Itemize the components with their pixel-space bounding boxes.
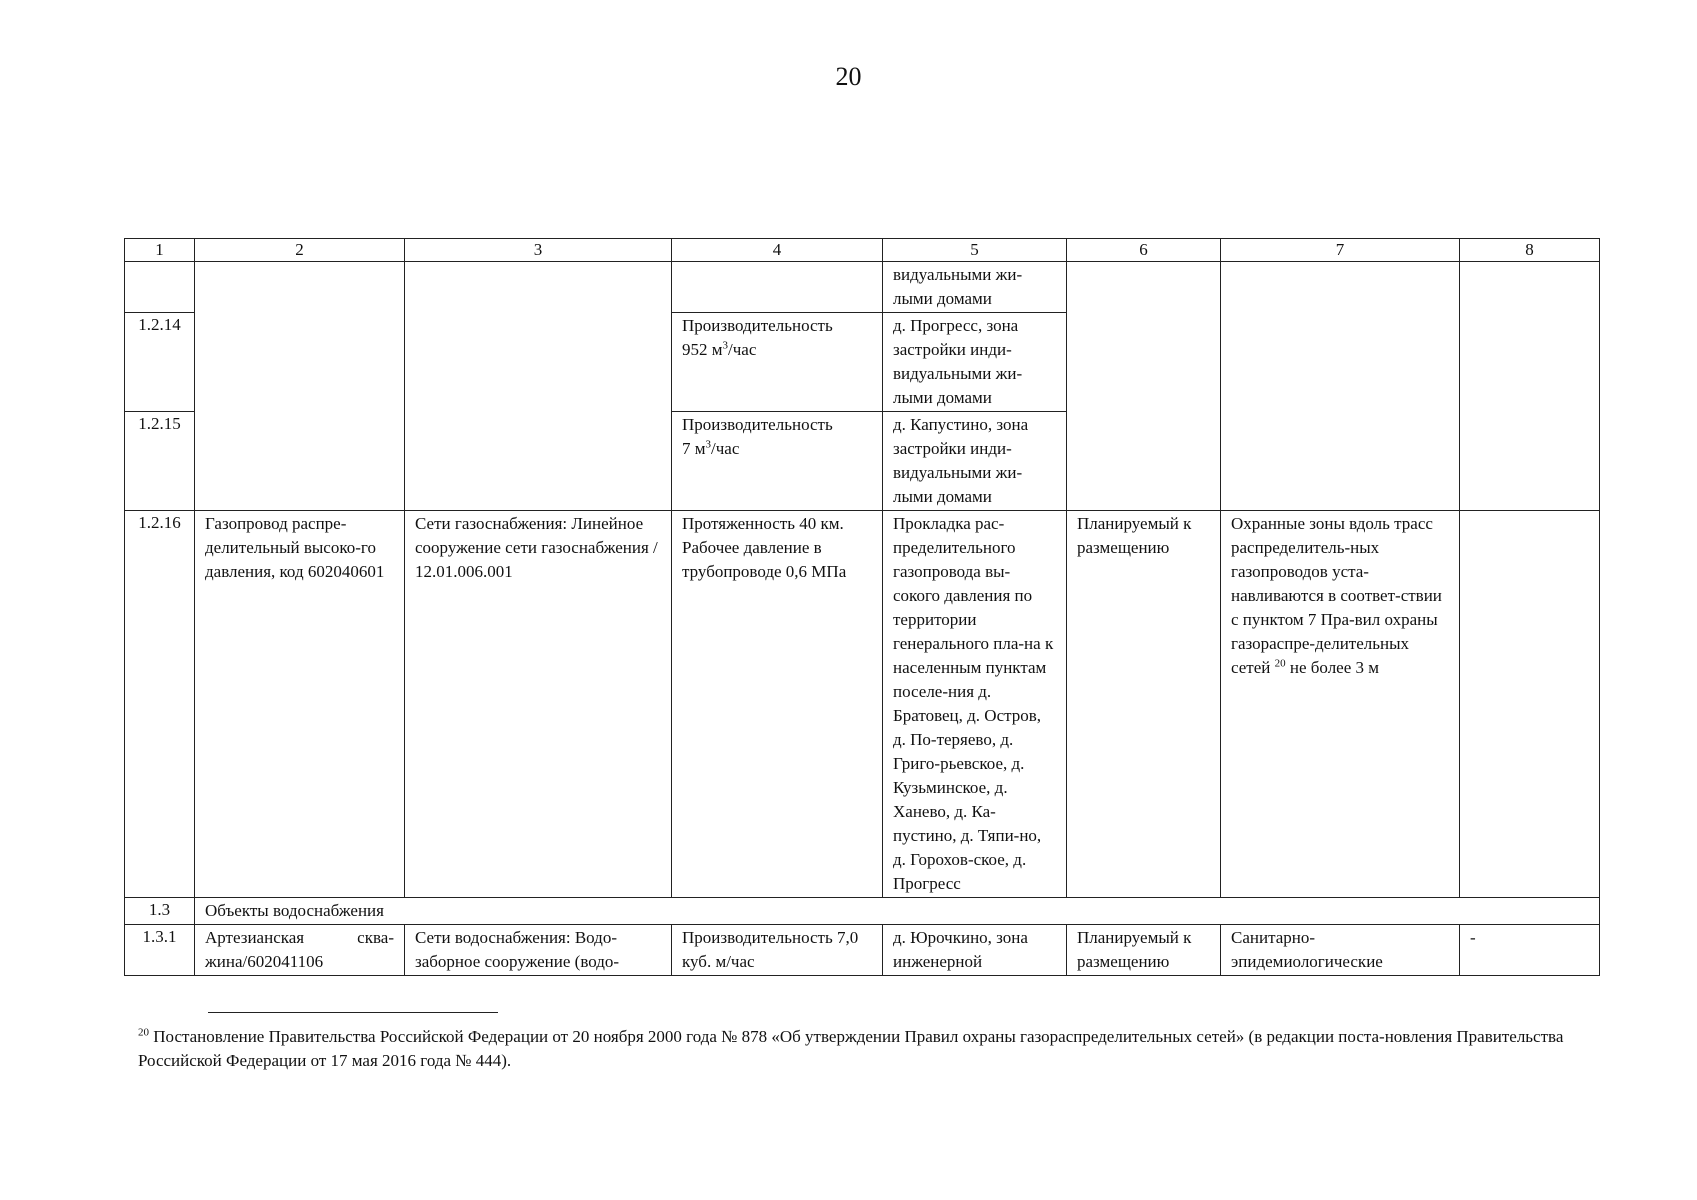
col-header-7: 7 [1221, 239, 1460, 262]
col-header-3: 3 [405, 239, 672, 262]
table-row [125, 925, 1600, 976]
table-row [125, 511, 1600, 898]
header-row [125, 239, 1600, 262]
col-header-2: 2 [195, 239, 405, 262]
infrastructure-table [124, 238, 1600, 976]
col-header-6: 6 [1067, 239, 1221, 262]
cell-characteristics: Производительность 7,0 куб. м/час [672, 925, 883, 976]
col-header-8: 8 [1460, 239, 1600, 262]
row-number: 1.2.16 [125, 511, 195, 898]
cell-status: Планируемый к размещению [1067, 511, 1221, 898]
cell-capacity: Производительность 7 $м^3$/час [672, 412, 883, 511]
cell-object-type: Сети газоснабжения: Линейное сооружение сети газоснабжения / 12.01.006.001 [405, 511, 672, 898]
cell-object-type: Сети водоснабжения: Водо-заборное сооружение (водо- [405, 925, 672, 976]
col-header-5: 5 [883, 239, 1067, 262]
cell-location: д. Юрочкино, зона инженерной [883, 925, 1067, 976]
cell-object-name: Артезианская сква-жина/602041106 [195, 925, 405, 976]
footnote-divider [208, 1012, 498, 1013]
row-number: 1.2.15 [125, 412, 195, 511]
section-title: Объекты водоснабжения [195, 898, 1600, 925]
cell-location: видуальными жи-лыми домами [883, 262, 1067, 313]
cell-capacity: Производительность 952 $м^3$/час [672, 313, 883, 412]
page-number: 20 [835, 62, 862, 91]
col-header-4: 4 [672, 239, 883, 262]
table-row [125, 262, 1600, 313]
col-header-1: 1 [125, 239, 195, 262]
row-number: 1.2.14 [125, 313, 195, 412]
cell-location: д. Прогресс, зона застройки инди-видуальными жи-лыми домами [883, 313, 1067, 412]
cell-zones: Охранные зоны вдоль трасс распределитель-ных газопроводов уста-навливаются в соответ-ствии с пунктом 7 Пра-вил охраны газораспре-делительных сетей $^{20}$ не более 3 м [1221, 511, 1460, 898]
footnote-text: Постановление Правительства Российской Федерации от 20 ноября 2000 года № 878 «Об утверждении Правил охраны газораспределительных сетей» (в редакции поста-новления Правительства Российской Федерации от 17 мая 2016 года № 444). [138, 1027, 1564, 1070]
cell-status: Планируемый к размещению [1067, 925, 1221, 976]
row-number: 1.3.1 [125, 925, 195, 976]
section-row [125, 898, 1600, 925]
cell-characteristics: Протяженность 40 км. Рабочее давление в трубопроводе 0,6 МПа [672, 511, 883, 898]
row-number: 1.3 [125, 898, 195, 925]
cell-location: Прокладка рас-пределительного газопровода вы-сокого давления по территории генерального пла-на к населенным пунктам поселе-ния д. Братовец, д. Остров, д. По-теряево, д. Григо-рьевское, д. Кузьминское, д. Ханево, д. Ка-пустино, д. Тяпи-но, д. Горохов-ское, д. Прогресс [883, 511, 1067, 898]
cell-object-name: Газопровод распре-делительный высоко-го давления, код 602040601 [195, 511, 405, 898]
cell-note: - [1460, 925, 1600, 976]
footnote-number: 20 [138, 1026, 149, 1039]
footnote-ref: 20 [1274, 657, 1286, 670]
cell-zones: Санитарно-эпидемиологические [1221, 925, 1460, 976]
cell-location: д. Капустино, зона застройки инди-видуальными жи-лыми домами [883, 412, 1067, 511]
footnote [138, 1025, 1608, 1073]
